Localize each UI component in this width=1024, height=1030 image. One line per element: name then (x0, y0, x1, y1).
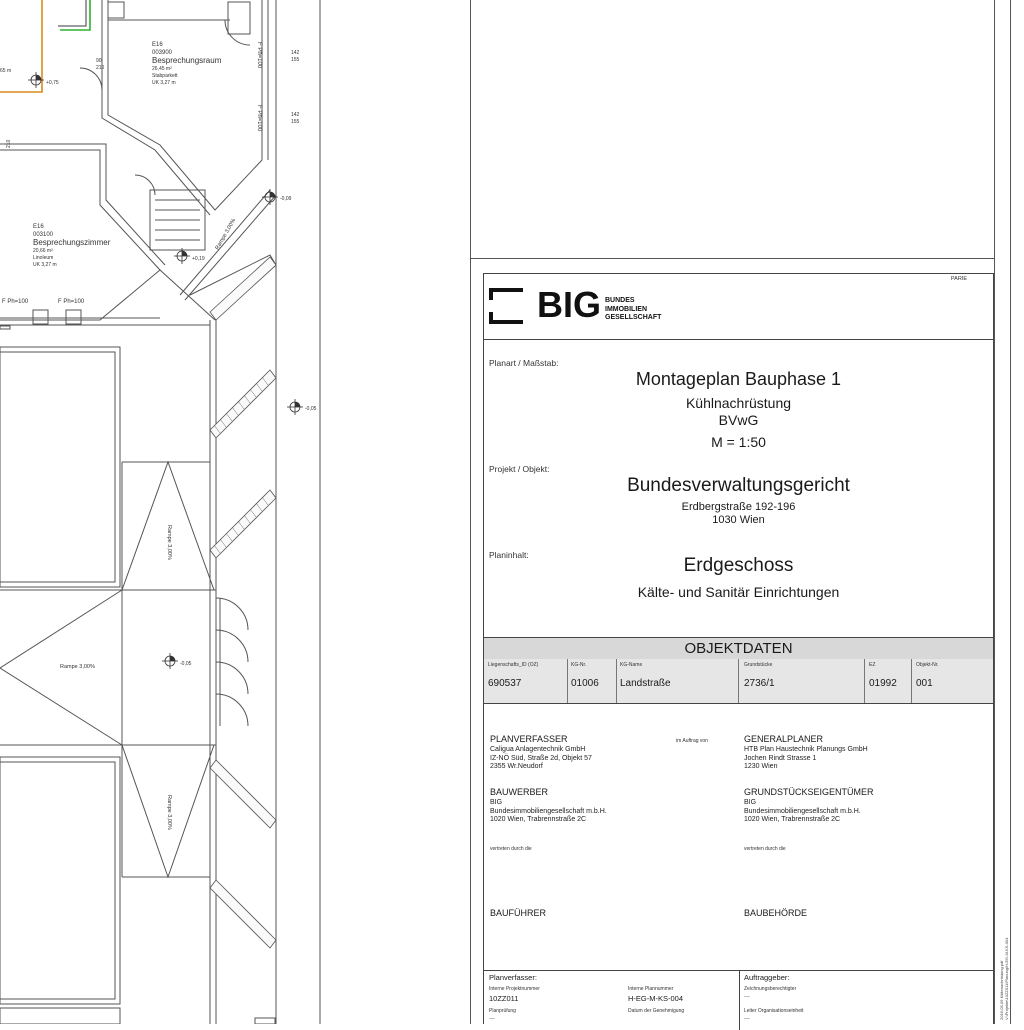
fph-label-1: F Ph=100 (2, 299, 29, 305)
footer-leiter-value: ... (744, 1014, 750, 1021)
obj-header-grundstuecke: Grundstücke (744, 662, 773, 668)
bauwerber-line-3: 1020 Wien, Trabrennstraße 2C (490, 816, 587, 823)
vertreten-label-1: vertreten durch die (490, 846, 532, 852)
dim-210: 210 (96, 65, 105, 71)
sheet-border-outer (1010, 0, 1011, 1024)
level-label-075: +0,75 (46, 80, 59, 86)
generalplaner-details (744, 746, 868, 772)
obj-header-kgnr: KG-Nr. (571, 662, 587, 668)
level-label-009: -0,09 (280, 196, 292, 202)
fph-label-3: F Ph=100 (256, 42, 262, 69)
dim-142a: 142 (291, 50, 300, 56)
planverfasser-line-1: Caligua Anlagentechnik GmbH (490, 746, 586, 753)
obj-value-kgnr: 01006 (571, 678, 599, 689)
sheet-border-right (994, 0, 995, 1024)
baufuehrer-title: BAUFÜHRER (490, 908, 547, 918)
footer-planverfasser-label: Planverfasser: (489, 973, 537, 982)
project-name: Bundesverwaltungsgericht (627, 475, 850, 496)
footer-datum-label: Datum der Genehmigung (628, 1008, 685, 1014)
content-label: Planinhalt: (489, 550, 529, 560)
rampe-label-2: Rampe 3,00% (166, 525, 172, 560)
side-text-1: 2016-05-09 Kältenachrüstung.pdf (999, 960, 1004, 1020)
planverfasser-line-3: 2355 Wr.Neudorf (490, 763, 543, 770)
sheet-border-left (470, 0, 471, 1024)
room2-area: 20,66 m² (33, 248, 53, 254)
content-title: Erdgeschoss (683, 555, 794, 576)
dim-side-210: 210 (6, 139, 12, 148)
room2-number: 003100 (33, 232, 54, 238)
obj-header-objektnr: Objekt-Nr. (916, 662, 939, 668)
eigentuemer-details (744, 799, 861, 825)
level-label-005b: -0,05 (180, 661, 192, 667)
footer-plan-nr: H-EG-M-KS-004 (628, 994, 684, 1003)
level-label-005a: -0,05 (305, 406, 317, 412)
logo-line1: BUNDES (605, 297, 635, 304)
side-text-2: V:\Projekte\10ZZ011\Planung\H-EG-M-KS-004 (1004, 937, 1009, 1020)
obj-value-kgname: Landstraße (620, 678, 671, 689)
footer-pruefung-value: ... (489, 1014, 495, 1021)
dim-65m: 65 m (0, 68, 12, 74)
auftrag-label: im Auftrag von (676, 738, 708, 744)
plan-title: Montageplan Bauphase 1 (635, 369, 842, 389)
obj-header-kgname: KG-Name (620, 662, 643, 668)
project-address-2: 1030 Wien (712, 514, 765, 526)
obj-value-grundstuecke: 2736/1 (744, 678, 775, 689)
generalplaner-title: GENERALPLANER (744, 734, 824, 744)
fph-label-4: F Ph=100 (256, 105, 262, 132)
planverfasser-line-2: IZ-NÖ Süd, Straße 2d, Objekt 57 (490, 754, 592, 762)
footer-leiter-label: Leiter Organisationseinheit (744, 1008, 804, 1014)
partner-label: PARIE (950, 276, 967, 282)
rampe-label-4: Rampe 3,00% (214, 217, 238, 251)
logo-line3: GESELLSCHAFT (605, 314, 662, 321)
content-subtitle: Kälte- und Sanitär Einrichtungen (637, 584, 840, 600)
obj-value-ez: 01992 (869, 678, 897, 689)
bauwerber-details (490, 799, 607, 825)
room1-name: Besprechungsraum (152, 56, 222, 65)
room2-name: Besprechungszimmer (33, 238, 111, 247)
objektdaten-title: OBJEKTDATEN (684, 640, 793, 657)
generalplaner-line-3: 1230 Wien (744, 763, 778, 770)
title-block (483, 273, 994, 1024)
footer-gez-label: Zeichnungsberechtigter (744, 986, 797, 992)
generalplaner-line-2: Jochen Rindt Strasse 1 (744, 754, 817, 762)
floor-plan-drawing (0, 0, 470, 1024)
rampe-label-1: Rampe 3,00% (60, 664, 95, 670)
bauwerber-title: BAUWERBER (490, 787, 549, 797)
planverfasser-details (490, 746, 592, 772)
footer-proj-nr: 10ZZ011 (489, 994, 519, 1003)
footer-plan-nr-label: Interne Plannummer (628, 986, 674, 992)
vertreten-label-2: vertreten durch die (744, 846, 786, 852)
dim-142b: 142 (291, 112, 300, 118)
room1-floor: Stabparkett (152, 73, 178, 79)
room1-code: E16 (152, 42, 163, 48)
room1-height: UK 3,27 m (152, 80, 176, 86)
dim-155b: 155 (291, 119, 300, 125)
baubehoerde-title: BAUBEHÖRDE (744, 908, 808, 918)
obj-header-liegenschaft: Liegenschafts_ID (OZ) (488, 662, 539, 668)
footer-gez-value: ... (744, 992, 750, 999)
plan-scale: M = 1:50 (711, 434, 766, 450)
sheet-divider (470, 258, 995, 259)
generalplaner-line-1: HTB Plan Haustechnik Planungs GmbH (744, 746, 868, 753)
bauwerber-line-1: BIG (490, 799, 503, 806)
eigentuemer-line-3: 1020 Wien, Trabrennstraße 2C (744, 816, 841, 823)
room2-floor: Linoleum (33, 255, 54, 261)
footer-pruefung-label: Planprüfung (489, 1008, 516, 1014)
rampe-label-3: Rampe 3,00% (166, 795, 172, 830)
obj-header-ez: EZ (869, 662, 876, 668)
logo-line2: IMMOBILIEN (605, 305, 647, 313)
plan-subtitle-2: BVwG (718, 412, 759, 428)
project-address-1: Erdbergstraße 192-196 (681, 501, 796, 513)
project-label: Projekt / Objekt: (489, 464, 550, 474)
room1-area: 26,45 m² (152, 66, 172, 72)
fph-label-2: F Ph=100 (58, 299, 85, 305)
planverfasser-title: PLANVERFASSER (490, 734, 568, 744)
logo-mark: BIG (537, 284, 602, 325)
obj-value-liegenschaft: 690537 (488, 678, 522, 689)
dim-90: 90 (96, 58, 102, 64)
dim-155a: 155 (291, 57, 300, 63)
plan-subtitle-1: Kühlnachrüstung (685, 395, 792, 411)
obj-value-objektnr: 001 (916, 678, 933, 689)
eigentuemer-title: GRUNDSTÜCKSEIGENTÜMER (744, 787, 874, 797)
footer-proj-nr-label: Interne Projektnummer (489, 986, 540, 992)
planart-label: Planart / Maßstab: (489, 358, 559, 368)
big-logo (489, 284, 689, 328)
room1-number: 003900 (152, 50, 173, 56)
room2-code: E16 (33, 224, 44, 230)
logo-bracket-icon (489, 288, 523, 324)
room2-height: UK 3,27 m (33, 262, 57, 268)
bauwerber-line-2: Bundesimmobiliengesellschaft m.b.H. (490, 807, 607, 815)
eigentuemer-line-1: BIG (744, 799, 757, 806)
eigentuemer-line-2: Bundesimmobiliengesellschaft m.b.H. (744, 807, 861, 815)
level-label-019: +0,19 (192, 256, 205, 262)
footer-auftraggeber-label: Auftraggeber: (744, 973, 790, 982)
objektdaten-table (484, 659, 993, 704)
objektdaten-header (484, 637, 993, 661)
